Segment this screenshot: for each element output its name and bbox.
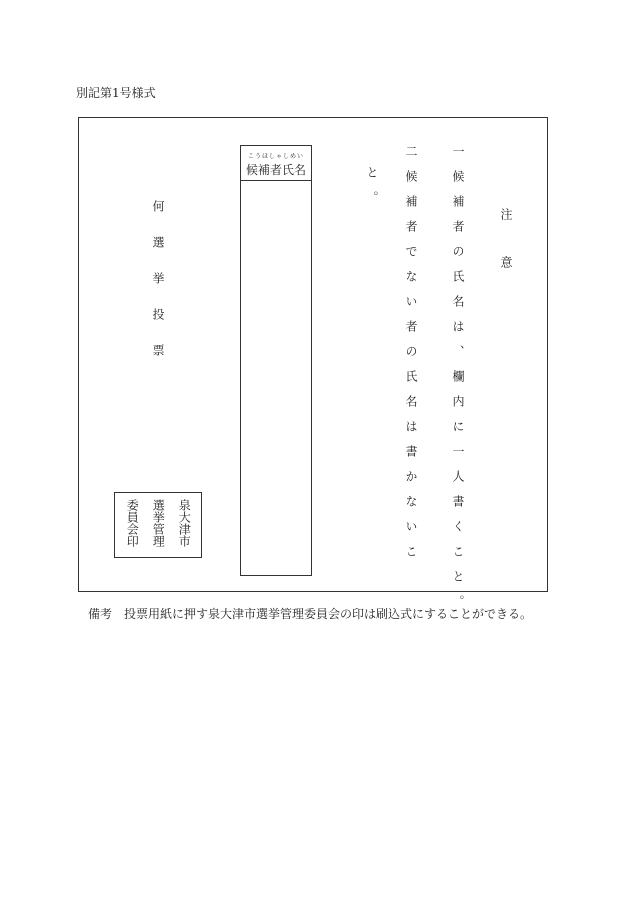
note1-text: 一候補者の氏名は、欄内に一人書くこと。 xyxy=(451,145,465,620)
seal-text-col3: 委員会印 xyxy=(125,499,140,547)
note2-text: 二候補者でない者の氏名は書かないこ xyxy=(404,145,418,570)
ballot-title: 何選挙投票 xyxy=(151,200,165,380)
candidate-header-furigana: こうほしゃしめい xyxy=(247,153,304,160)
candidate-header-label: 候補者氏名 xyxy=(245,163,306,177)
notes-heading: 注意 xyxy=(499,208,513,304)
note2-continuation: と。 xyxy=(365,166,379,216)
remark-text: 備考 投票用紙に押す泉大津市選挙管理委員会の印は刷込式にすることができる。 xyxy=(88,607,533,621)
candidate-name-header xyxy=(240,145,312,181)
seal-text-col2: 選挙管理 xyxy=(151,499,166,547)
form-number: 別記第1号様式 xyxy=(76,86,156,100)
candidate-name-field[interactable] xyxy=(240,180,312,576)
official-seal-box xyxy=(114,492,202,558)
seal-text-col1: 泉大津市 xyxy=(177,499,192,547)
